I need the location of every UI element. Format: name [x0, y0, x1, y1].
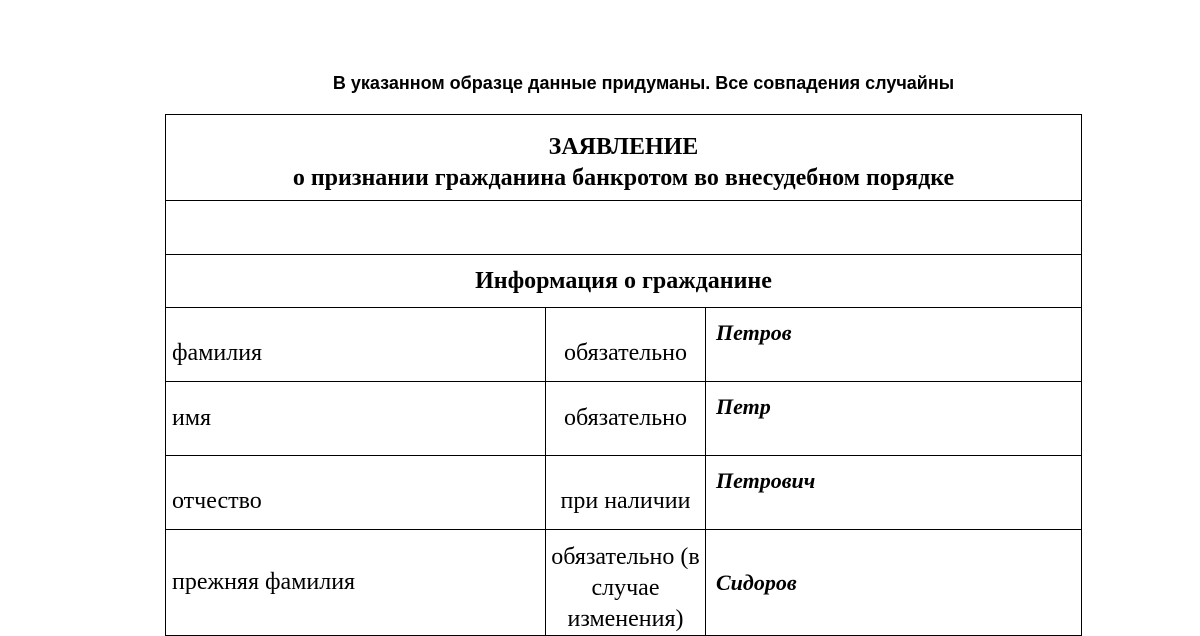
form-title-cell: [166, 115, 1082, 201]
field-label-former-surname: прежняя фамилия: [166, 530, 546, 636]
field-value-surname: Петров: [706, 308, 1082, 382]
field-value-former-surname: Сидоров: [706, 530, 1082, 636]
field-requirement-name: обязательно: [546, 382, 706, 456]
form-title: ЗАЯВЛЕНИЕ: [548, 133, 699, 160]
table-row: [166, 308, 1082, 382]
application-form-table: [165, 114, 1082, 636]
sample-notice: В указанном образце данные придуманы. Все совпадения случайны: [332, 73, 955, 93]
table-row: [166, 456, 1082, 530]
field-requirement-former-surname: обязательно (в случае изменения): [546, 530, 706, 636]
field-label-patronymic: отчество: [166, 456, 546, 530]
table-row: [166, 530, 1082, 636]
form-subtitle: о признании гражданина банкротом во внесудебном порядке: [292, 164, 955, 191]
field-label-name: имя: [166, 382, 546, 456]
field-value-name: Петр: [706, 382, 1082, 456]
field-requirement-patronymic: при наличии: [546, 456, 706, 530]
empty-row: [166, 201, 1082, 255]
field-requirement-surname: обязательно: [546, 308, 706, 382]
table-row: [166, 382, 1082, 456]
field-value-patronymic: Петрович: [706, 456, 1082, 530]
field-label-surname: фамилия: [166, 308, 546, 382]
section-heading: Информация о гражданине: [166, 255, 1082, 308]
